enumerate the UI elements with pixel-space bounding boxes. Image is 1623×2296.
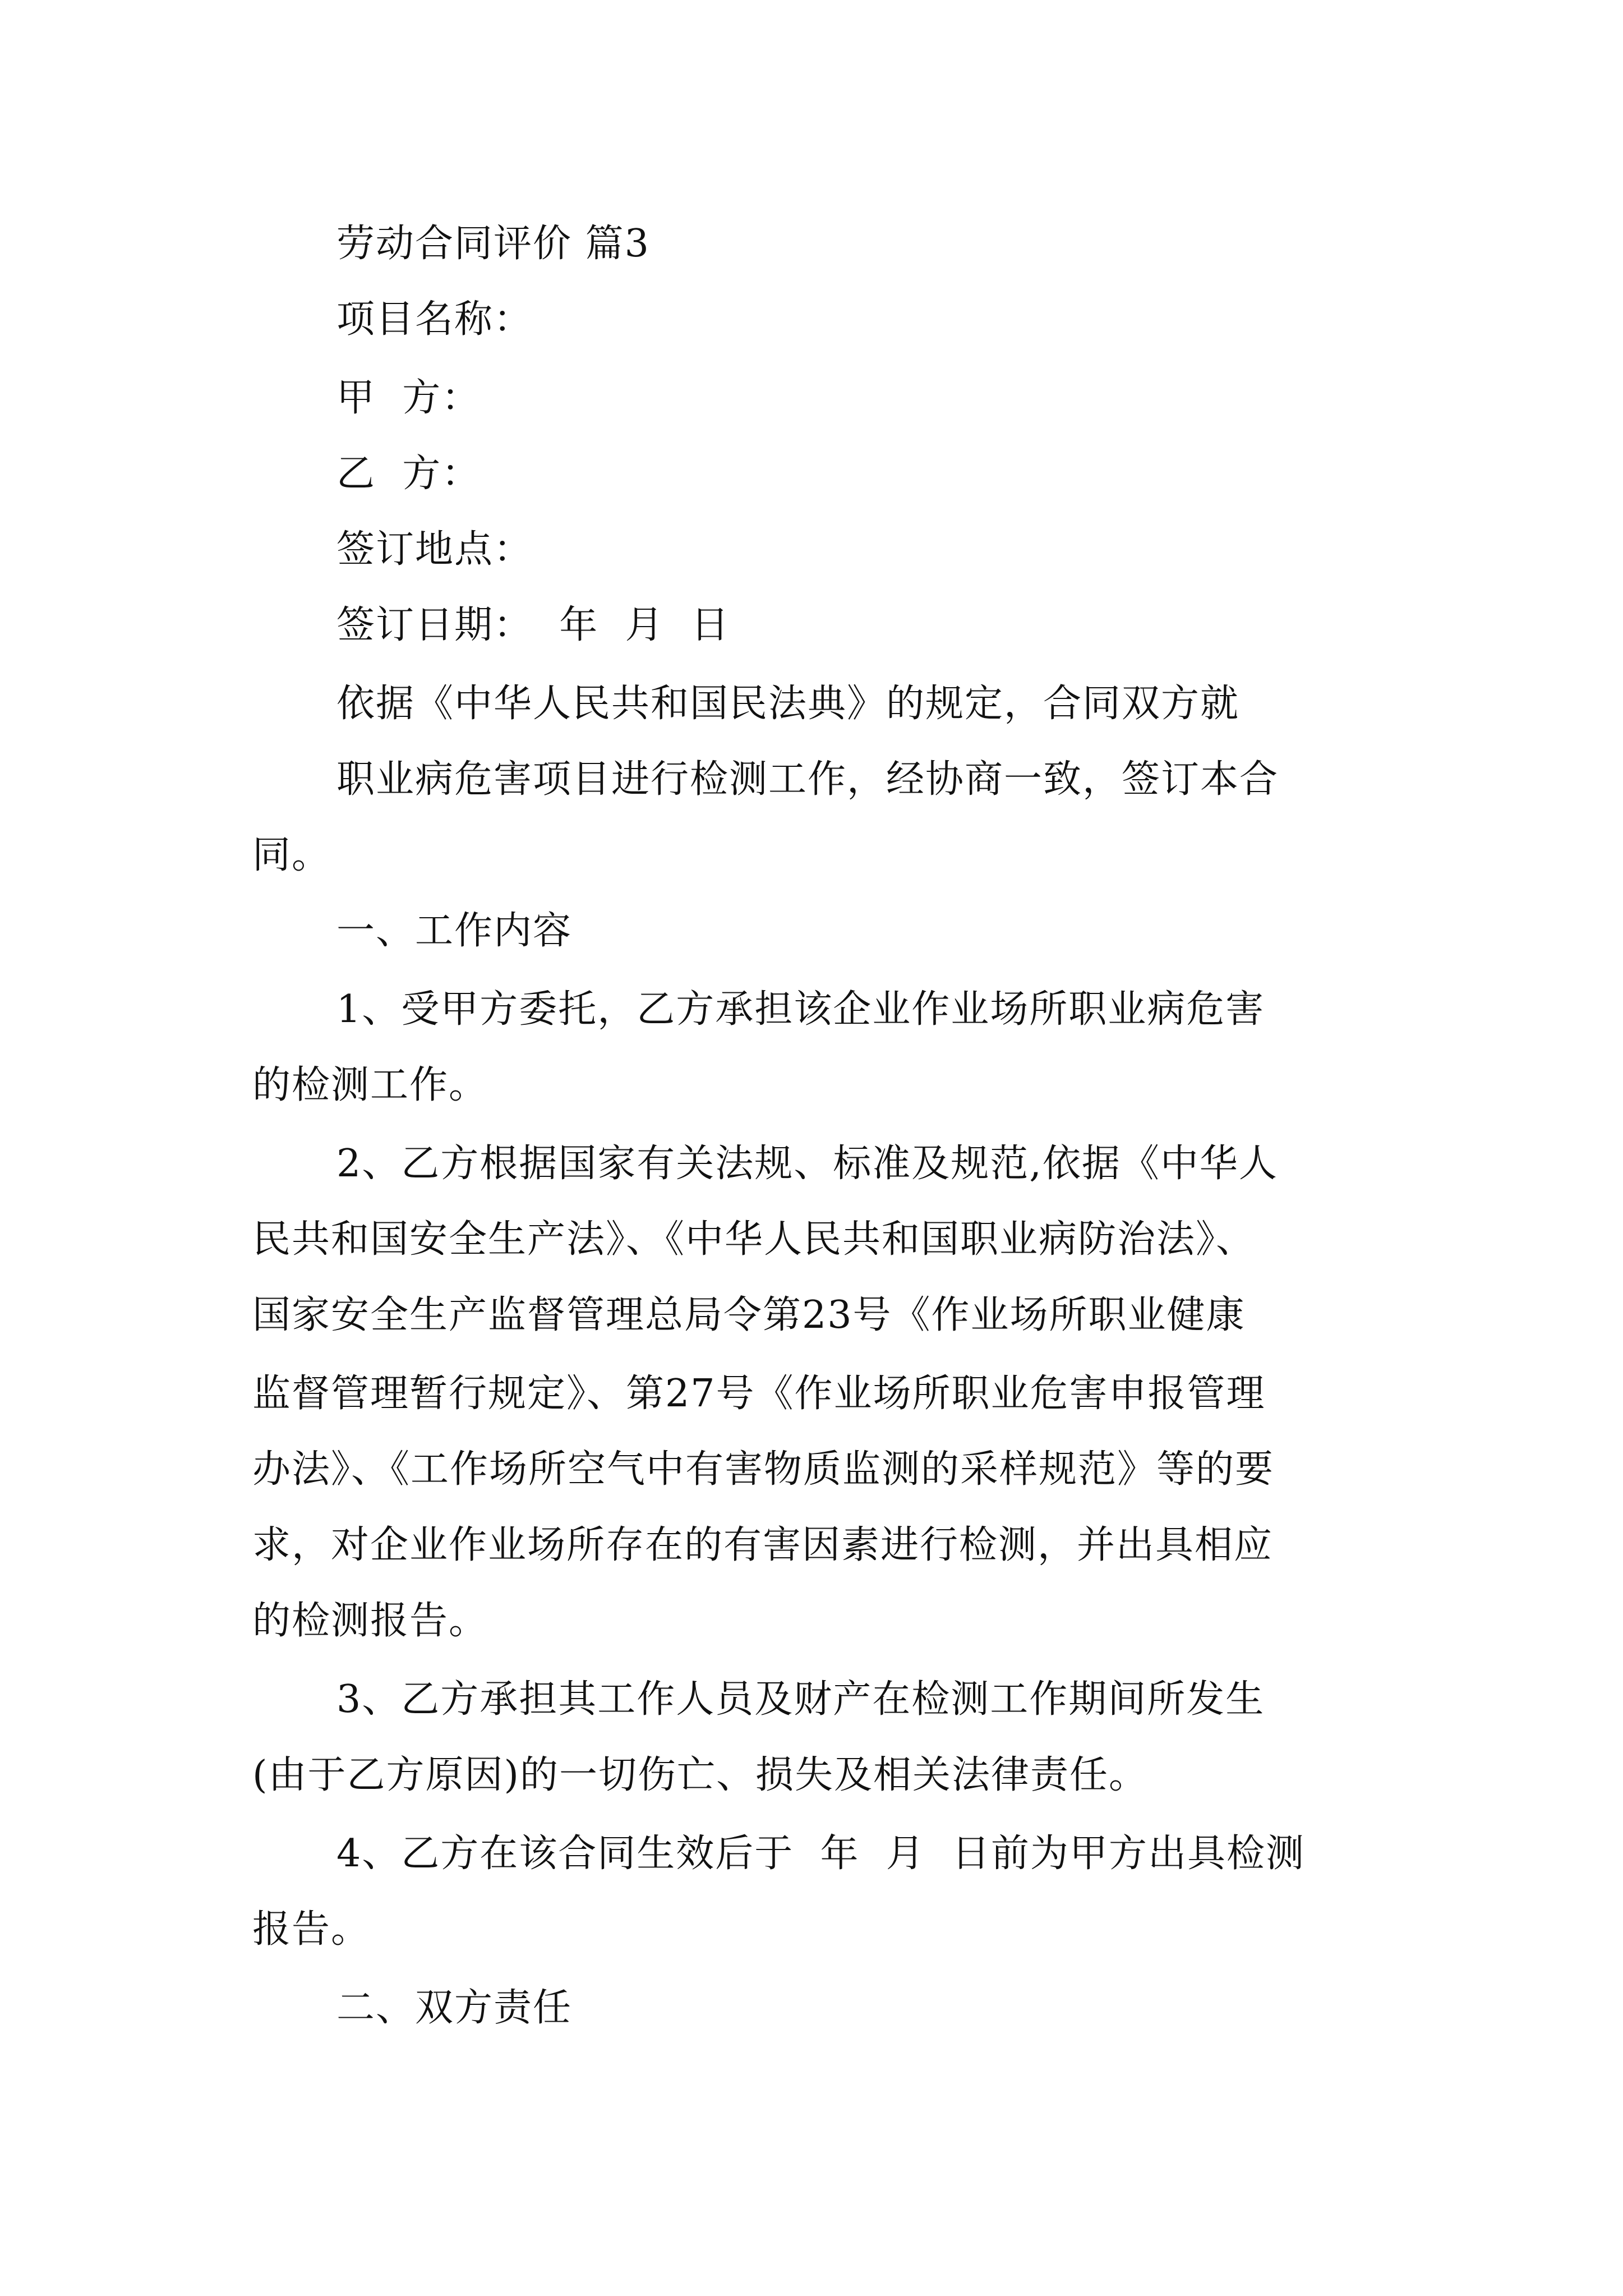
field-project-name: 项目名称： [336, 297, 533, 342]
intro-line: 职业病危害项目进行检测工作，经协商一致，签订本合 [336, 757, 1279, 802]
paragraph-line: (由于乙方原因)的一切伤亡、损失及相关法律责任。 [252, 1753, 1149, 1797]
paragraph-line: 1、受甲方委托，乙方承担该企业作业场所职业病危害 [336, 987, 1265, 1032]
field-signing-date: 签订日期： 年 月 日 [336, 603, 730, 647]
section-heading: 二、双方责任 [336, 1986, 573, 2030]
paragraph-line: 的检测工作。 [252, 1063, 488, 1107]
paragraph-line: 求，对企业作业场所存在的有害因素进行检测，并出具相应 [252, 1523, 1274, 1567]
paragraph-line: 监督管理暂行规定》、第27号《作业场所职业危害申报管理 [252, 1372, 1266, 1416]
document-title: 劳动合同评价 篇3 [336, 222, 650, 266]
paragraph-line: 2、乙方根据国家有关法规、标准及规范,依据《中华人 [336, 1142, 1278, 1186]
paragraph-line: 4、乙方在该合同生效后于 年 月 日前为甲方出具检测 [336, 1832, 1305, 1876]
paragraph-line: 办法》、《工作场所空气中有害物质监测的采样规范》等的要 [252, 1447, 1275, 1492]
paragraph-line: 国家安全生产监督管理总局令第23号《作业场所职业健康 [252, 1293, 1246, 1337]
field-party-a: 甲 方： [336, 376, 481, 420]
paragraph-line: 3、乙方承担其工作人员及财产在检测工作期间所发生 [336, 1677, 1265, 1722]
intro-line: 依据《中华人民共和国民法典》的规定，合同双方就 [336, 682, 1240, 726]
section-heading: 一、工作内容 [336, 909, 573, 953]
field-signing-place: 签订地点： [336, 527, 533, 572]
field-party-b: 乙 方： [336, 452, 481, 496]
intro-line: 同。 [252, 833, 331, 877]
paragraph-line: 的检测报告。 [252, 1599, 488, 1643]
paragraph-line: 民共和国安全生产法》、《中华人民共和国职业病防治法》、 [252, 1217, 1256, 1262]
paragraph-line: 报告。 [252, 1907, 371, 1952]
